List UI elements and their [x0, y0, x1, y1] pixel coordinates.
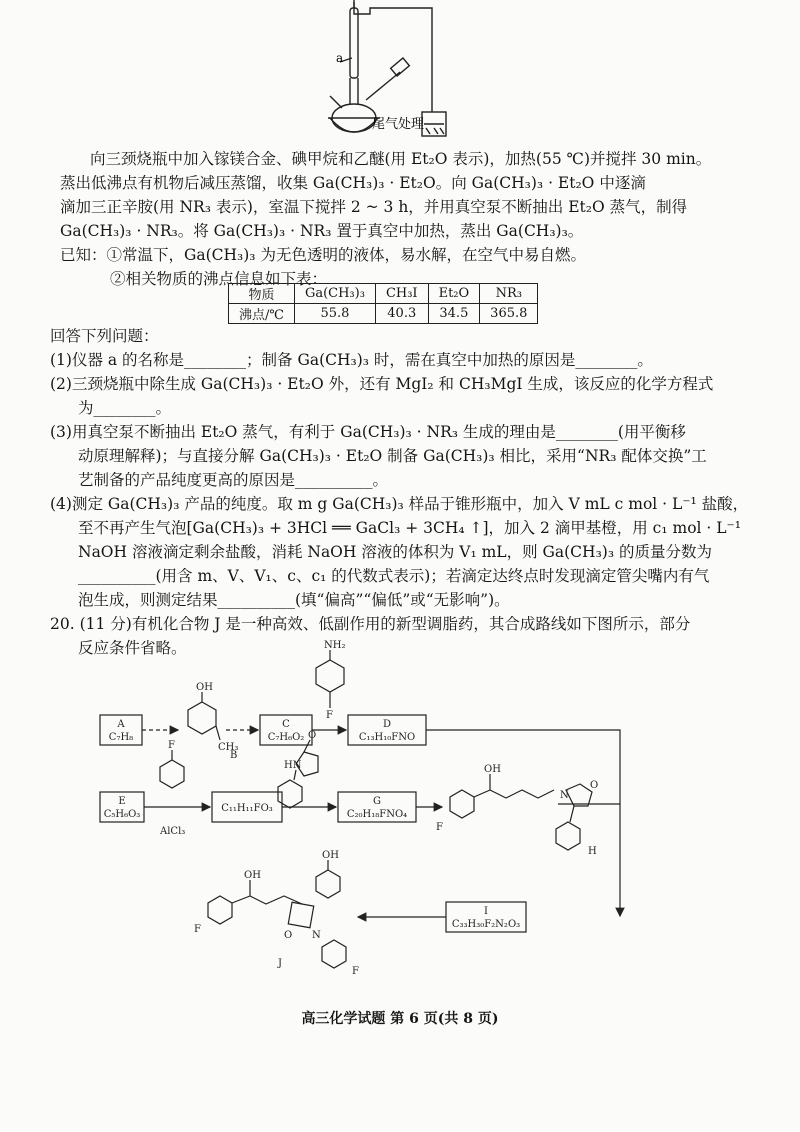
table-header-cell: CH₃I — [375, 284, 428, 304]
distillation-apparatus-figure — [300, 0, 500, 145]
questions-block — [50, 324, 770, 660]
label-F-J-right: F — [352, 966, 359, 977]
label-AlCl3: AlCl₃ — [160, 826, 186, 837]
table-row — [229, 304, 538, 324]
label-OH-J: OH — [244, 870, 261, 881]
procedure-line-2: 蒸出低沸点有机物后减压蒸馏，收集 Ga(CH₃)₃ · Et₂O。向 Ga(CH₃)₃ · Et₂O 中逐滴 — [60, 174, 646, 192]
formula-F: C₁₁H₁₁FO₃ — [221, 803, 273, 814]
label-F-aniline: F — [326, 710, 333, 721]
tail-gas-label: 尾气处理 — [372, 117, 425, 132]
label-N-H: N — [560, 790, 569, 801]
page-footer: 高三化学试题 第 6 页(共 8 页) — [301, 1011, 499, 1027]
procedure-line-4: Ga(CH₃)₃ · NR₃。将 Ga(CH₃)₃ · NR₃ 置于真空中加热，蒸出 Ga(CH₃)₃。 — [60, 222, 584, 240]
procedure-line-3: 滴加三正辛胺(用 NR₃ 表示)，室温下搅拌 2 ~ 3 h，并用真空泵不断抽出 Et₂O 蒸气，制得 — [60, 198, 688, 216]
question-2-line-2: 为________。 — [78, 399, 172, 417]
label-B: B — [230, 750, 238, 761]
label-O-J: O — [284, 930, 293, 941]
label-J: J — [278, 958, 283, 969]
question-4-line-2: 至不再产生气泡[Ga(CH₃)₃ + 3HCl ══ GaCl₃ + 3CH₄ ↑]，加入 2 滴甲基橙，用 c₁ mol · L⁻¹ — [78, 519, 741, 537]
formula-I: C₃₃H₃₀F₂N₂O₃ — [451, 919, 521, 930]
table-header-cell: NR₃ — [480, 284, 538, 304]
label-I: I — [484, 906, 488, 917]
label-F-J-left: F — [194, 924, 201, 935]
procedure-line-1: 向三颈烧瓶中加入镓镁合金、碘甲烷和乙醚(用 Et₂O 表示)，加热(55 ℃)并搅拌 30 min。 — [90, 150, 712, 168]
label-F-H: F — [436, 822, 443, 833]
table-cell: 365.8 — [480, 304, 538, 324]
procedure-paragraph — [60, 147, 760, 291]
label-D: D — [382, 719, 392, 730]
instrument-a-label: a — [336, 51, 344, 65]
label-G: G — [373, 796, 381, 807]
label-F-fluorobenzene: F — [168, 740, 175, 751]
known-1: 已知：①常温下，Ga(CH₃)₃ 为无色透明的液体，易水解，在空气中易自燃。 — [60, 246, 586, 264]
question-1: (1)仪器 a 的名称是________；制备 Ga(CH₃)₃ 时，需在真空中加热的原因是________。 — [50, 351, 653, 369]
label-H: H — [588, 846, 597, 857]
formula-D: C₁₃H₁₀FNO — [358, 732, 416, 743]
table-cell: 55.8 — [294, 304, 375, 324]
table-cell: 40.3 — [375, 304, 428, 324]
formula-E: C₅H₆O₃ — [103, 809, 141, 820]
table-header-cell: 物质 — [229, 284, 295, 304]
question-4-line-4: __________(用含 m、V、V₁、c、c₁ 的代数式表示)；若滴定达终点时发现滴定管尖嘴内有气 — [78, 567, 710, 585]
question-20-line-2: 反应条件省略。 — [78, 639, 187, 657]
table-cell: 34.5 — [428, 304, 480, 324]
label-E: E — [118, 796, 126, 807]
label-C: C — [282, 719, 290, 730]
question-4-line-1: (4)测定 Ga(CH₃)₃ 产品的纯度。取 m g Ga(CH₃)₃ 样品于锥形瓶中，加入 V mL c mol · L⁻¹ 盐酸， — [50, 495, 749, 513]
label-HN: HN — [284, 760, 302, 771]
questions-prompt: 回答下列问题： — [50, 327, 159, 345]
table-cell: 沸点/℃ — [229, 304, 295, 324]
label-N-J: N — [312, 930, 321, 941]
label-A: A — [117, 719, 125, 730]
label-OH-B: OH — [196, 682, 213, 693]
known-2: ②相关物质的沸点信息如下表： — [110, 270, 328, 288]
formula-C: C₇H₆O₂ — [267, 732, 305, 743]
formula-G: C₂₀H₁₈FNO₄ — [346, 809, 408, 820]
label-OH-J-top: OH — [322, 850, 339, 861]
table-row — [229, 284, 538, 304]
formula-A: C₇H₈ — [108, 732, 134, 743]
label-OH-H: OH — [484, 764, 501, 775]
table-header-cell: Ga(CH₃)₃ — [294, 284, 375, 304]
label-NH2: NH₂ — [324, 640, 346, 651]
synthesis-route-diagram — [90, 640, 710, 980]
label-CH3-B: CH₃ — [218, 742, 239, 753]
question-3-line-1: (3)用真空泵不断抽出 Et₂O 蒸气，有利于 Ga(CH₃)₃ · NR₃ 生成的理由是________(用平衡移 — [50, 423, 686, 441]
question-4-line-3: NaOH 溶液滴定剩余盐酸，消耗 NaOH 溶液的体积为 V₁ mL，则 Ga(CH₃)₃ 的质量分数为 — [78, 543, 712, 561]
question-3-line-2: 动原理解释)；与直接分解 Ga(CH₃)₃ · Et₂O 制备 Ga(CH₃)₃ 相比，采用“NR₃ 配体交换”工 — [78, 447, 707, 465]
question-4-line-5: 泡生成，则测定结果__________(填“偏高”“偏低”或“无影响”)。 — [78, 591, 510, 609]
label-O-oxazolidinone: O — [308, 730, 317, 741]
boiling-point-table — [228, 283, 538, 324]
label-O-H: O — [590, 780, 599, 791]
table-header-cell: Et₂O — [428, 284, 480, 304]
question-3-line-3: 艺制备的产品纯度更高的原因是__________。 — [78, 471, 389, 489]
question-2-line-1: (2)三颈烧瓶中除生成 Ga(CH₃)₃ · Et₂O 外，还有 MgI₂ 和 CH₃MgI 生成，该反应的化学方程式 — [50, 375, 714, 393]
question-20-line-1: 20. (11 分)有机化合物 J 是一种高效、低副作用的新型调脂药，其合成路线如下图所示，部分 — [50, 615, 691, 633]
